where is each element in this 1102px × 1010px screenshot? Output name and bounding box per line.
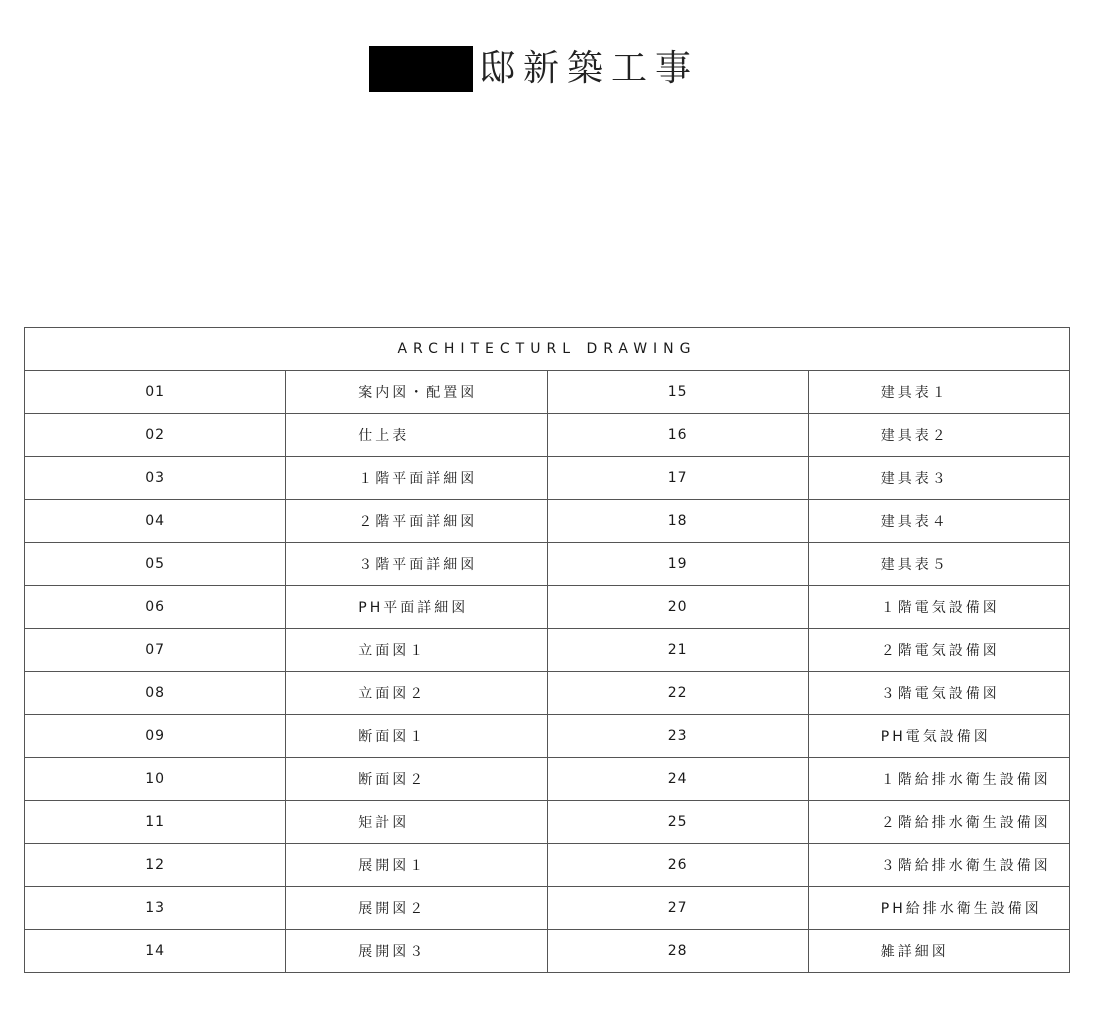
drawing-name: ２階平面詳細図 bbox=[286, 500, 547, 543]
table-row bbox=[25, 500, 1070, 543]
drawing-name: ２階電気設備図 bbox=[808, 629, 1069, 672]
drawing-number: 20 bbox=[547, 586, 808, 629]
drawing-name: ３階給排水衛生設備図 bbox=[808, 844, 1069, 887]
drawing-number: 06 bbox=[25, 586, 286, 629]
drawing-number: 23 bbox=[547, 715, 808, 758]
drawing-name: 展開図３ bbox=[286, 930, 547, 973]
table-row bbox=[25, 586, 1070, 629]
drawing-name: 矩計図 bbox=[286, 801, 547, 844]
drawing-name: １階電気設備図 bbox=[808, 586, 1069, 629]
drawing-number: 22 bbox=[547, 672, 808, 715]
table-row bbox=[25, 758, 1070, 801]
drawing-name: 建具表１ bbox=[808, 371, 1069, 414]
drawing-number: 19 bbox=[547, 543, 808, 586]
drawing-number: 03 bbox=[25, 457, 286, 500]
redaction-block bbox=[369, 46, 473, 92]
drawing-number: 24 bbox=[547, 758, 808, 801]
drawing-name: 案内図・配置図 bbox=[286, 371, 547, 414]
drawing-number: 14 bbox=[25, 930, 286, 973]
drawing-number: 01 bbox=[25, 371, 286, 414]
table-row bbox=[25, 543, 1070, 586]
drawing-number: 17 bbox=[547, 457, 808, 500]
title-text: 邸新築工事 bbox=[479, 48, 700, 89]
drawing-name: 建具表３ bbox=[808, 457, 1069, 500]
drawing-number: 08 bbox=[25, 672, 286, 715]
drawing-number: 25 bbox=[547, 801, 808, 844]
drawing-number: 12 bbox=[25, 844, 286, 887]
table-row bbox=[25, 801, 1070, 844]
drawing-name: ３階電気設備図 bbox=[808, 672, 1069, 715]
drawing-name: １階平面詳細図 bbox=[286, 457, 547, 500]
drawing-name: PH給排水衛生設備図 bbox=[808, 887, 1069, 930]
drawing-name: 建具表５ bbox=[808, 543, 1069, 586]
drawing-name: 断面図１ bbox=[286, 715, 547, 758]
drawing-number: 15 bbox=[547, 371, 808, 414]
drawing-number: 27 bbox=[547, 887, 808, 930]
drawing-number: 10 bbox=[25, 758, 286, 801]
table-row bbox=[25, 844, 1070, 887]
table-row bbox=[25, 930, 1070, 973]
drawing-name: 立面図２ bbox=[286, 672, 547, 715]
table-row bbox=[25, 371, 1070, 414]
table-row bbox=[25, 672, 1070, 715]
table-body bbox=[25, 371, 1070, 973]
drawing-name: 展開図１ bbox=[286, 844, 547, 887]
drawing-name: ３階平面詳細図 bbox=[286, 543, 547, 586]
drawing-number: 07 bbox=[25, 629, 286, 672]
drawing-list-table bbox=[24, 327, 1070, 973]
table-header-row bbox=[25, 328, 1070, 371]
table-header: ARCHITECTURL DRAWING bbox=[25, 328, 1070, 371]
drawing-number: 26 bbox=[547, 844, 808, 887]
drawing-name: PH電気設備図 bbox=[808, 715, 1069, 758]
drawing-number: 13 bbox=[25, 887, 286, 930]
drawing-name: ２階給排水衛生設備図 bbox=[808, 801, 1069, 844]
drawing-number: 11 bbox=[25, 801, 286, 844]
drawing-number: 16 bbox=[547, 414, 808, 457]
table-row bbox=[25, 457, 1070, 500]
drawing-number: 18 bbox=[547, 500, 808, 543]
drawing-name: １階給排水衛生設備図 bbox=[808, 758, 1069, 801]
drawing-number: 02 bbox=[25, 414, 286, 457]
drawing-name: 建具表２ bbox=[808, 414, 1069, 457]
table-row bbox=[25, 629, 1070, 672]
drawing-number: 09 bbox=[25, 715, 286, 758]
table-row bbox=[25, 414, 1070, 457]
drawing-name: 立面図１ bbox=[286, 629, 547, 672]
document-title bbox=[369, 46, 699, 92]
drawing-number: 21 bbox=[547, 629, 808, 672]
drawing-number: 05 bbox=[25, 543, 286, 586]
drawing-name: 建具表４ bbox=[808, 500, 1069, 543]
drawing-name: 断面図２ bbox=[286, 758, 547, 801]
drawing-name: PH平面詳細図 bbox=[286, 586, 547, 629]
drawing-name: 仕上表 bbox=[286, 414, 547, 457]
drawing-number: 04 bbox=[25, 500, 286, 543]
table-row bbox=[25, 715, 1070, 758]
drawing-number: 28 bbox=[547, 930, 808, 973]
drawing-name: 展開図２ bbox=[286, 887, 547, 930]
drawing-name: 雑詳細図 bbox=[808, 930, 1069, 973]
table-row bbox=[25, 887, 1070, 930]
